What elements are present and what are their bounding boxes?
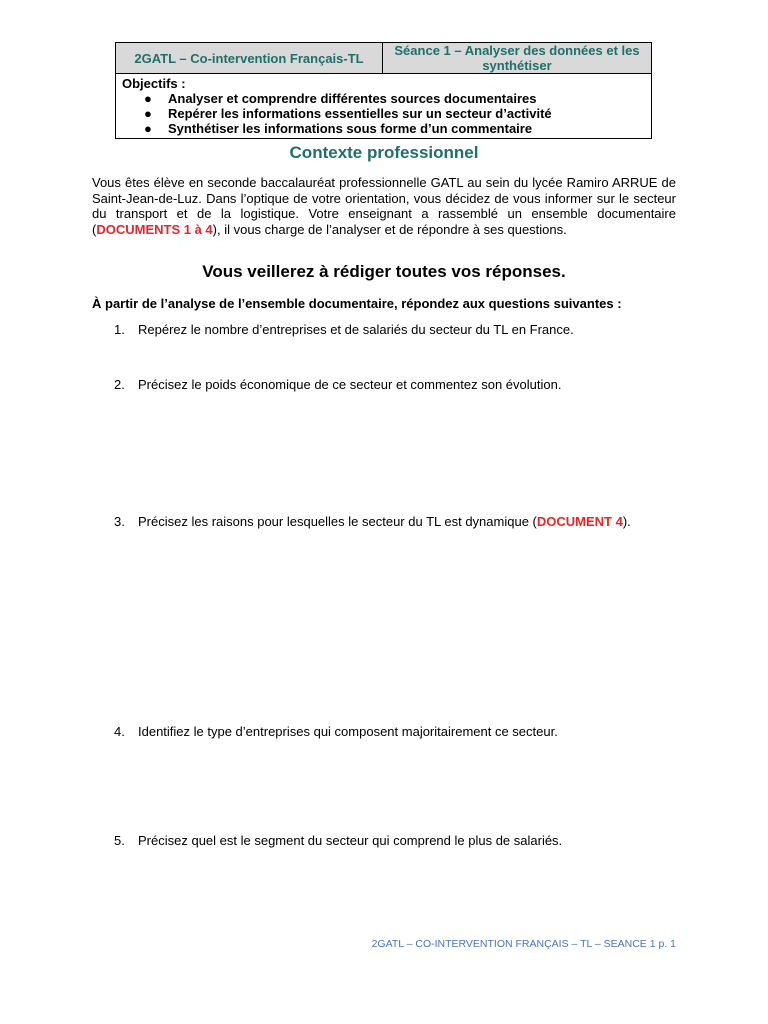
question-item bbox=[114, 514, 676, 530]
question-number: 4. bbox=[114, 724, 125, 739]
header-table bbox=[115, 42, 652, 139]
objectives-box bbox=[116, 74, 652, 139]
question-item bbox=[114, 322, 676, 338]
question-text: Précisez le poids économique de ce secteur et commentez son évolution. bbox=[138, 377, 562, 392]
bullet-icon: ● bbox=[144, 91, 152, 106]
question-text: Précisez quel est le segment du secteur qui comprend le plus de salariés. bbox=[138, 833, 563, 848]
objective-item: ● Analyser et comprendre différentes sources documentaires bbox=[144, 91, 537, 106]
documents-highlight: DOCUMENTS 1 à 4 bbox=[96, 221, 213, 237]
bullet-icon: ● bbox=[144, 106, 152, 121]
question-item bbox=[114, 724, 676, 740]
question-text: Repérez le nombre d’entreprises et de salariés du secteur du TL en France. bbox=[138, 322, 574, 337]
objective-item: ● Synthétiser les informations sous forme d’un commentaire bbox=[144, 121, 533, 136]
page-footer: 2GATL – CO-INTERVENTION FRANÇAIS – TL – SEANCE 1 p. 1 bbox=[371, 938, 676, 950]
question-text: Identifiez le type d’entreprises qui composent majoritairement ce secteur. bbox=[138, 724, 558, 739]
question-number: 3. bbox=[114, 514, 125, 529]
course-title: 2GATL – Co-intervention Français-TL bbox=[116, 43, 383, 74]
question-text: Précisez les raisons pour lesquelles le secteur du TL est dynamique (DOCUMENT 4). bbox=[138, 514, 631, 529]
objectives-title: Objectifs : bbox=[122, 76, 186, 91]
question-number: 1. bbox=[114, 322, 125, 337]
section-title: Contexte professionnel bbox=[289, 143, 479, 162]
question-number: 5. bbox=[114, 833, 125, 848]
session-title: Séance 1 – Analyser des données et les synthétiser bbox=[383, 43, 652, 74]
document-highlight: DOCUMENT 4 bbox=[536, 514, 623, 529]
bullet-icon: ● bbox=[144, 121, 152, 136]
question-item bbox=[114, 833, 676, 849]
context-paragraph: Vous êtes élève en seconde baccalauréat professionnelle GATL au sein du lycée Ramiro ARRUE de Saint-Jean-de-Luz. Dans l’optique de votre orientation, vous décidez de vous informer sur le secteur du transport et de la logistique. Votre enseignant a rassemblé un ensemble documentaire (DOCUMENTS 1 à 4), il vous charge de l’analyser et de répondre à ses questions. bbox=[92, 175, 676, 237]
objectives-list bbox=[122, 91, 645, 136]
questions-intro: À partir de l’analyse de l’ensemble documentaire, répondez aux questions suivantes : bbox=[92, 296, 622, 311]
question-item bbox=[114, 377, 676, 393]
question-number: 2. bbox=[114, 377, 125, 392]
objective-item: ● Repérer les informations essentielles sur un secteur d’activité bbox=[144, 106, 552, 121]
instruction-heading: Vous veillerez à rédiger toutes vos réponses. bbox=[202, 262, 566, 281]
